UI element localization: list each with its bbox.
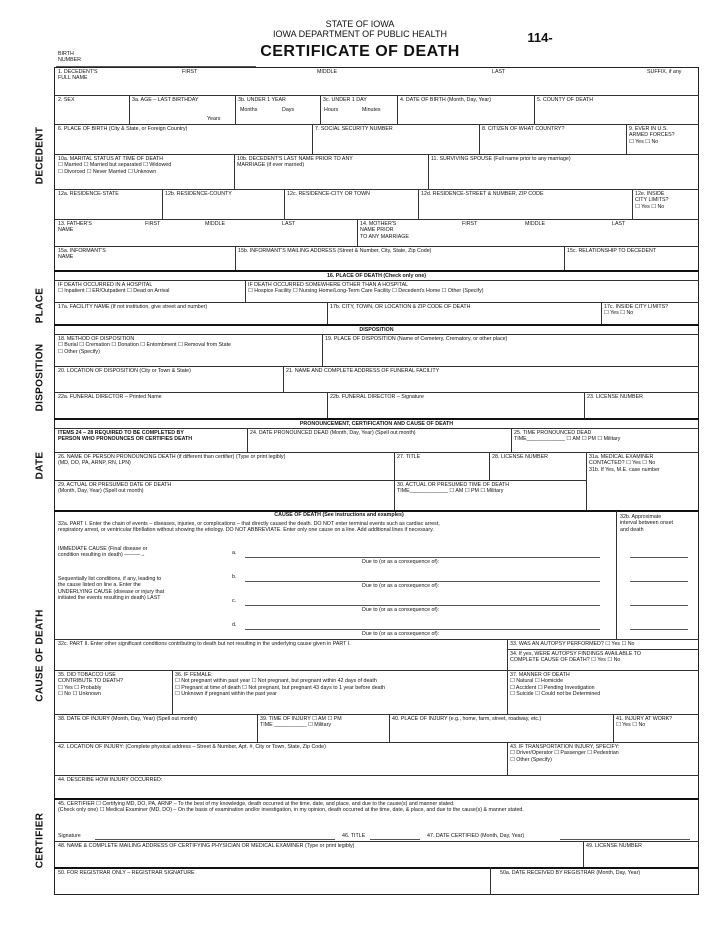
field-decedent-name[interactable]: 1. DECEDENT'S FULL NAME bbox=[58, 69, 98, 82]
field-residence-street[interactable]: 12d. RESIDENCE-STREET & NUMBER, ZIP CODE bbox=[421, 191, 544, 197]
field-informant-name[interactable]: 15a. INFORMANT'S NAME bbox=[58, 248, 106, 261]
col-divider bbox=[490, 867, 491, 895]
interval-label: 32b. Approximate interval between onset and death bbox=[620, 514, 674, 533]
side-label-place: PLACE bbox=[34, 287, 46, 324]
field-under-1-day[interactable]: 3c. UNDER 1 DAY bbox=[323, 97, 367, 103]
field-death-city[interactable]: 17b. CITY, TOWN, OR LOCATION & ZIP CODE OF DEATH bbox=[330, 304, 471, 310]
field-injury-at-work[interactable]: 41. INJURY AT WORK? ☐ Yes ☐ No bbox=[616, 716, 673, 729]
field-part2[interactable]: 32c. PART II. Enter other significant conditions contributing to death but not resulting in the underlying cause given in PART I. bbox=[58, 641, 351, 647]
label-father-first: FIRST bbox=[145, 221, 161, 227]
field-marital-status[interactable]: 10a. MARITAL STATUS AT TIME OF DEATH ☐ Married ☐ Married but separated ☐ Widowed ☐ Divorced ☐ Never Married ☐ Unknown bbox=[58, 156, 172, 175]
field-time-pronounced[interactable]: 25. TIME PRONOUNCED DEAD TIME_____________ ☐ AM ☐ PM ☐ Military bbox=[514, 430, 621, 443]
field-informant-address[interactable]: 15b. INFORMANT'S MAILING ADDRESS (Street & Number, City, State, Zip Code) bbox=[238, 248, 432, 254]
field-ssn[interactable]: 7. SOCIAL SECURITY NUMBER bbox=[315, 126, 393, 132]
due-to-c: Due to (or as a consequence of): bbox=[362, 607, 440, 613]
label-days: Days bbox=[282, 107, 295, 113]
field-date-pronounced[interactable]: 24. DATE PRONOUNCED DEAD (Month, Day, Year) (Spell out month) bbox=[250, 430, 416, 436]
side-label-cause: CAUSE OF DEATH bbox=[34, 609, 46, 702]
field-last-name-prior[interactable]: 10b. DECEDENT'S LAST NAME PRIOR TO ANY MARRIAGE (if ever married) bbox=[237, 156, 353, 169]
interval-line-a[interactable] bbox=[630, 557, 688, 558]
field-citizen[interactable]: 8. CITIZEN OF WHAT COUNTRY? bbox=[482, 126, 565, 132]
label-mother-last: LAST bbox=[612, 221, 626, 227]
field-certifier-title[interactable]: 46. TITLE bbox=[342, 833, 366, 839]
side-label-decedent: DECEDENT bbox=[34, 126, 46, 185]
label-father-last: LAST bbox=[282, 221, 296, 227]
field-injury-date[interactable]: 38. DATE OF INJURY (Month, Day, Year) (Spell out month) bbox=[58, 716, 197, 722]
field-injury-description[interactable]: 44. DESCRIBE HOW INJURY OCCURRED: bbox=[58, 777, 163, 783]
field-mother-name[interactable]: 14. MOTHER'S NAME PRIOR TO ANY MARRIAGE bbox=[360, 221, 409, 240]
due-to-d: Due to (or as a consequence of): bbox=[362, 631, 440, 637]
field-inside-city-limits-death[interactable]: 17c. INSIDE CITY LIMITS? ☐ Yes ☐ No bbox=[604, 304, 669, 317]
label-father-middle: MIDDLE bbox=[205, 221, 226, 227]
signature-label: Signature bbox=[58, 833, 81, 839]
field-disposition-place[interactable]: 19. PLACE OF DISPOSITION (Name of Cemetery, Crematory, or other place) bbox=[325, 336, 508, 342]
label-mother-middle: MIDDLE bbox=[525, 221, 546, 227]
field-actual-date[interactable]: 29. ACTUAL OR PRESUMED DATE OF DEATH (Month, Day, Year) (Spell out month) bbox=[58, 482, 172, 495]
field-certifier-type[interactable]: 45. CERTIFIER ☐ Certifying MD, DO, PA, ARNP – To the best of my knowledge, death occurred at the time, date, and place, and due to the cause(s) and manner stated. (Check only one) ☐ Medical Examiner (MD, DO) – On the basis of examination and/or investigation, in my opinion, death occurred at the time, date, & place, and due to the cause(s) & manner stated. bbox=[58, 801, 524, 814]
side-label-date: DATE bbox=[34, 451, 46, 480]
field-funeral-director-name[interactable]: 22a. FUNERAL DIRECTOR – Printed Name bbox=[58, 394, 162, 400]
label-years: Years bbox=[207, 116, 221, 122]
due-to-b: Due to (or as a consequence of): bbox=[362, 583, 440, 589]
field-inside-city-limits[interactable]: 12e. INSIDE CITY LIMITS? ☐ Yes ☐ No bbox=[635, 191, 669, 210]
field-disposition-location[interactable]: 20. LOCATION OF DISPOSITION (City or Town & State) bbox=[58, 368, 191, 374]
field-place-of-birth[interactable]: 6. PLACE OF BIRTH (City & State, or Foreign Country) bbox=[58, 126, 188, 132]
interval-line-b[interactable] bbox=[630, 581, 688, 582]
label-last: LAST bbox=[492, 69, 506, 75]
disposition-heading: DISPOSITION bbox=[359, 327, 394, 333]
field-transportation-injury[interactable]: 43. IF TRANSPORTATION INJURY, SPECIFY: ☐ Driver/Operator ☐ Passenger ☐ Pedestrian ☐ Other (Specify) bbox=[510, 744, 620, 763]
field-injury-location[interactable]: 42. LOCATION OF INJURY: (Complete physical address – Street & Number, Apt. #, City or Town, State, Zip Code) bbox=[58, 744, 326, 750]
field-other-death-place[interactable]: IF DEATH OCCURRED SOMEWHERE OTHER THAN A HOSPITAL ☐ Hospice Facility ☐ Nursing Home/Long-Term Care Facility ☐ Decedent's Home ☐ Other (Specify) bbox=[248, 282, 484, 295]
immediate-cause-label: IMMEDIATE CAUSE (Final disease or condition resulting in death) ———→ bbox=[58, 546, 148, 559]
label-middle: MIDDLE bbox=[317, 69, 338, 75]
field-pronouncer-name[interactable]: 26. NAME OF PERSON PRONOUNCING DEATH (if different than certifier) (Type or print legibly) (MD, DO, PA, ARNP, RN, LPN) bbox=[58, 454, 286, 467]
label-mother-first: FIRST bbox=[462, 221, 478, 227]
state-title: STATE OF IOWA bbox=[325, 19, 395, 29]
field-county-of-death[interactable]: 5. COUNTY OF DEATH bbox=[537, 97, 594, 103]
label-first: FIRST bbox=[182, 69, 198, 75]
side-label-disposition: DISPOSITION bbox=[34, 343, 46, 412]
field-injury-time[interactable]: 39. TIME OF INJURY ☐ AM ☐ PM TIME ___________ ☐ Military bbox=[260, 716, 342, 729]
field-certifier-address[interactable]: 48. NAME & COMPLETE MAILING ADDRESS OF CERTIFYING PHYSICIAN OR MEDICAL EXAMINER (Type or print legibly) bbox=[58, 843, 355, 849]
field-certifier-license[interactable]: 49. LICENSE NUMBER bbox=[586, 843, 642, 849]
field-autopsy-findings[interactable]: 34. If yes, WERE AUTOPSY FINDINGS AVAILABLE TO COMPLETE CAUSE OF DEATH? ☐ Yes ☐ No bbox=[510, 651, 641, 664]
date-certified-line[interactable] bbox=[560, 839, 690, 840]
field-date-of-birth[interactable]: 4. DATE OF BIRTH (Month, Day, Year) bbox=[400, 97, 491, 103]
label-minutes: Minutes bbox=[362, 107, 381, 113]
field-sex[interactable]: 2. SEX bbox=[58, 97, 75, 103]
field-hospital-death[interactable]: IF DEATH OCCURRED IN A HOSPITAL ☐ Inpatient ☐ ER/Outpatient ☐ Dead on Arrival bbox=[58, 282, 170, 295]
field-autopsy-performed[interactable]: 33. WAS AN AUTOPSY PERFORMED? ☐ Yes ☐ No bbox=[510, 641, 635, 647]
interval-line-d[interactable] bbox=[630, 629, 688, 630]
field-medical-examiner[interactable]: 31a. MEDICAL EXAMINER CONTACTED? ☐ Yes ☐ No 31b. If Yes, M.E. case number bbox=[589, 454, 660, 473]
field-injury-place[interactable]: 40. PLACE OF INJURY (e.g., home, farm, street, roadway, etc.) bbox=[392, 716, 542, 722]
place-of-death-heading: 16. PLACE OF DEATH (Check only one) bbox=[326, 273, 427, 279]
field-facility-name[interactable]: 17a. FACILITY NAME (If not institution, give street and number) bbox=[58, 304, 208, 310]
field-residence-city[interactable]: 12c. RESIDENCE-CITY OR TOWN bbox=[287, 191, 370, 197]
col-divider bbox=[616, 511, 617, 639]
line-b-label: b. bbox=[232, 574, 237, 580]
label-months: Months bbox=[240, 107, 258, 113]
sequential-label: Sequentially list conditions, if any, leading to the cause listed on line a. Enter the UNDERLYING CAUSE (disease or injury that initiated the events resulting in death) LAST bbox=[58, 576, 165, 602]
title-line[interactable] bbox=[370, 839, 420, 840]
field-manner-of-death[interactable]: 37. MANNER OF DEATH ☐ Natural ☐ Homicide ☐ Accident ☐ Pending Investigation ☐ Suicide ☐ Could not be Determined bbox=[510, 672, 601, 698]
field-pronouncer-license[interactable]: 28. LICENSE NUMBER bbox=[492, 454, 548, 460]
signature-line[interactable] bbox=[95, 839, 335, 840]
items-required-note: ITEMS 24 – 28 REQUIRED TO BE COMPLETED BY PERSON WHO PRONOUNCES OR CERTIFIES DEATH bbox=[58, 430, 193, 443]
label-hours: Hours bbox=[324, 107, 339, 113]
field-surviving-spouse[interactable]: 11. SURVIVING SPOUSE (Full name prior to any marriage) bbox=[431, 156, 571, 162]
department-title: IOWA DEPARTMENT OF PUBLIC HEALTH bbox=[272, 29, 448, 39]
field-armed-forces[interactable]: 9. EVER IN U.S. ARMED FORCES? ☐ Yes ☐ No bbox=[629, 126, 675, 145]
field-tobacco-use[interactable]: 35. DID TOBACCO USE CONTRIBUTE TO DEATH? ☐ Yes ☐ Probably ☐ No ☐ Unknown bbox=[58, 672, 124, 698]
field-father-name[interactable]: 13. FATHER'S NAME bbox=[58, 221, 92, 234]
certificate-title: CERTIFICATE OF DEATH bbox=[260, 43, 460, 60]
cause-heading: CAUSE OF DEATH (See instructions and examples) bbox=[274, 512, 404, 518]
field-under-1-year[interactable]: 3b. UNDER 1 YEAR bbox=[238, 97, 286, 103]
part1-instructions: 32a. PART I. Enter the chain of events – diseases, injuries, or complications – that directly caused the death. DO NOT enter terminal events such as cardiac arrest, respiratory arrest, or ventricular fibrillation without showing the etiology. DO NOT ABBREVIATE. Enter only one cause on a line. Add additional lines if necessary. bbox=[58, 521, 440, 534]
line-d-label: d. bbox=[232, 622, 237, 628]
field-pronouncer-title[interactable]: 27. TITLE bbox=[397, 454, 421, 460]
field-age[interactable]: 3a. AGE – LAST BIRTHDAY bbox=[132, 97, 199, 103]
field-funeral-facility[interactable]: 21. NAME AND COMPLETE ADDRESS OF FUNERAL FACILITY bbox=[286, 368, 440, 374]
pronouncement-heading: PRONOUNCEMENT, CERTIFICATION AND CAUSE OF DEATH bbox=[299, 421, 454, 427]
field-residence-county[interactable]: 12b. RESIDENCE-COUNTY bbox=[165, 191, 232, 197]
field-disposition-method[interactable]: 18. METHOD OF DISPOSITION ☐ Burial ☐ Cremation ☐ Donation ☐ Entombment ☐ Removal from State ☐ Other (Specify) bbox=[58, 336, 232, 355]
field-date-certified[interactable]: 47. DATE CERTIFIED (Month, Day, Year) bbox=[427, 833, 525, 839]
field-funeral-license[interactable]: 23. LICENSE NUMBER bbox=[587, 394, 643, 400]
side-label-certifier: CERTIFIER bbox=[34, 812, 46, 869]
line-a-label: a. bbox=[232, 550, 237, 556]
field-if-female[interactable]: 36. IF FEMALE: ☐ Not pregnant within past year ☐ Not pregnant, but pregnant within 42 days of death ☐ Pregnant at time of death ☐ Not pregnant, but pregnant 43 days to 1 year before death ☐ Unknown if pregnant within the past year bbox=[175, 672, 386, 698]
field-relationship[interactable]: 15c. RELATIONSHIP TO DECEDENT bbox=[567, 248, 657, 254]
line-c-label: c. bbox=[232, 598, 237, 604]
due-to-a: Due to (or as a consequence of): bbox=[362, 559, 440, 565]
field-residence-state[interactable]: 12a. RESIDENCE-STATE bbox=[58, 191, 119, 197]
label-suffix: SUFFIX, if any bbox=[647, 69, 682, 75]
birth-number-label: BIRTH NUMBER bbox=[58, 51, 81, 64]
field-funeral-director-signature[interactable]: 22b. FUNERAL DIRECTOR – Signature bbox=[330, 394, 424, 400]
field-registrar-signature[interactable]: 50. FOR REGISTRAR ONLY – REGISTRAR SIGNATURE bbox=[58, 870, 195, 876]
form-number: 114- bbox=[527, 30, 553, 45]
field-actual-time[interactable]: 30. ACTUAL OR PRESUMED TIME OF DEATH TIME_____________ ☐ AM ☐ PM ☐ Military bbox=[397, 482, 510, 495]
interval-line-c[interactable] bbox=[630, 605, 688, 606]
field-date-received[interactable]: 50a. DATE RECEIVED BY REGISTRAR (Month, Day, Year) bbox=[500, 870, 641, 876]
